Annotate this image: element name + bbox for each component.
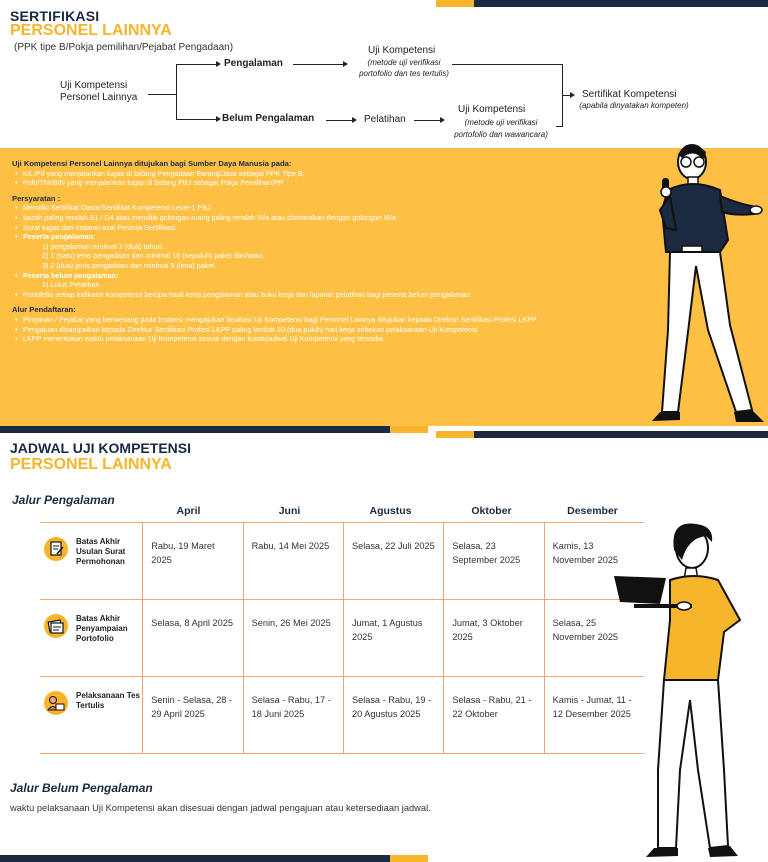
list-item: • Portofolio setiap indikator kompetensi berupa hasil kerja pengalaman atau buku kerja dan laporan pelatihan bagi peserta belum pengalaman <box>12 290 662 300</box>
top-accent-yellow <box>436 0 474 7</box>
table-cell: Selasa, 8 April 2025 <box>142 600 242 676</box>
man-with-microphone-illustration <box>648 140 768 430</box>
table-cell: Senin - Selasa, 28 - 29 April 2025 <box>142 677 242 753</box>
row-label <box>40 677 142 753</box>
flow-branch-experienced: Pengalaman <box>224 58 283 69</box>
table-cell: Selasa, 22 Juli 2025 <box>343 523 443 599</box>
list-subitem: 3) 2 (dua) jenis pengadaan dan minimal 5 (lima) paket. <box>42 260 217 270</box>
jalur-not-experienced-description: waktu pelaksanaan Uji Kompetensi akan disesuai dengan jadwal pengajuan atau ketersediaan jadwal. <box>10 803 431 813</box>
requirements-heading: Persyaratan : <box>12 193 61 203</box>
list-item: • K/L/Pd yang menjalankan tugas di bidang Pengadaan Barang/Jasa sebagai PPK Tipe B; <box>12 169 662 179</box>
divider-yellow <box>390 426 428 433</box>
jalur-experienced-heading: Jalur Pengalaman <box>12 493 115 507</box>
list-item: • Pengajuan disampaikan kepada Direktur Sertifikasi Profesi LKPP paling lambat 20 (dua puluh) hari kerja sebelum pelaksanaan Uji Kompetensi. <box>12 325 662 335</box>
requirements-list <box>12 203 662 299</box>
table-cell: Selasa - Rabu, 21 - 22 Oktober <box>443 677 543 753</box>
flow-uji-noexp-method-l1: (metode uji verifikasi <box>464 118 538 127</box>
flow-arrow <box>352 117 357 123</box>
table-cell: Rabu, 19 Maret 2025 <box>142 523 242 599</box>
flow-connector <box>148 94 176 95</box>
document-edit-icon <box>44 537 68 561</box>
flow-connector <box>176 119 216 120</box>
flow-connector <box>414 120 440 121</box>
page-subtitle: (PPK tipe B/Pokja pemilihan/Pejabat Pengadaan) <box>14 42 234 53</box>
document-stack-icon <box>44 614 68 638</box>
list-item: • Pimpinan / Pejabat yang berwenang pada Instansi mengajukan fasilitasi Uji Kompetensi bagi Personel Lainnya ditujukan kepada Direktur Sertifikasi Profesi LKPP <box>12 315 662 325</box>
flow-arrow <box>216 61 221 67</box>
divider-navy <box>474 431 768 438</box>
flow-connector <box>556 126 563 127</box>
woman-with-laptop-illustration <box>614 520 744 860</box>
flow-arrow <box>343 61 348 67</box>
schedule-title-line1: JADWAL UJI KOMPETENSI <box>10 440 191 456</box>
flow-connector <box>452 64 562 65</box>
flow-connector <box>176 64 216 65</box>
list-item-heading: • Peserta pengalaman: <box>12 232 662 242</box>
registration-list <box>12 315 662 344</box>
month-header: Oktober <box>471 505 512 517</box>
top-accent-navy <box>474 0 768 7</box>
list-item: • LKPP menentukan waktu pelaksanaan Uji Kompetensi sesuai dengan kuota/jadwal Uji Kompetensi yang tersedia. <box>12 334 662 344</box>
flow-result-note: (apabila dinyatakan kompeten) <box>579 101 689 110</box>
bottom-accent-yellow <box>390 855 428 862</box>
flow-branch-not-experienced: Belum Pengalaman <box>222 113 315 124</box>
bottom-accent-navy <box>0 855 390 862</box>
flow-connector <box>293 64 343 65</box>
flow-start-l2: Personel Lainnya <box>60 92 138 103</box>
flow-uji-exp-method-l1: (metode uji verifikasi <box>367 58 441 67</box>
month-header-row <box>138 505 644 517</box>
flow-uji-noexp-method-l2: portofolio dan wawancara) <box>454 130 548 139</box>
list-item: • Memiliki Sertifikat Dasar/Sertifikat Kompetensi Level-1 PBJ <box>12 203 662 213</box>
table-row <box>40 600 644 677</box>
flow-connector <box>326 120 352 121</box>
flow-pelatihan: Pelatihan <box>364 114 406 125</box>
table-cell: Selasa - Rabu, 17 - 18 Juni 2025 <box>243 677 343 753</box>
month-header: Agustus <box>369 505 412 517</box>
row-label-text: Batas Akhir Usulan Surat Permohonan <box>76 537 126 566</box>
month-header: Desember <box>567 505 618 517</box>
month-header: Juni <box>278 505 301 517</box>
schedule-title-line2: PERSONEL LAINNYA <box>10 456 172 473</box>
list-subitem: 1) Lulus Pelatihan <box>42 280 100 290</box>
table-cell: Kamis, 13 November 2025 <box>544 523 644 599</box>
table-cell: Rabu, 14 Mei 2025 <box>243 523 343 599</box>
flow-result: Sertifikat Kompetensi <box>582 89 677 100</box>
table-row <box>40 523 644 600</box>
table-cell: Senin, 26 Mei 2025 <box>243 600 343 676</box>
table-cell: Selasa, 23 September 2025 <box>443 523 543 599</box>
row-label-text: Batas Akhir Penyampaian Portofolio <box>76 614 128 643</box>
list-item: • Surat tugas dari instansi asal Peserta Sertifikasi <box>12 223 662 233</box>
jalur-not-experienced-heading: Jalur Belum Pengalaman <box>10 781 153 795</box>
flow-uji-noexp: Uji Kompetensi <box>458 104 526 115</box>
flow-uji-exp: Uji Kompetensi <box>368 45 436 56</box>
table-cell: Selasa, 25 November 2025 <box>544 600 644 676</box>
table-cell: Selasa - Rabu, 19 - 20 Agustus 2025 <box>343 677 443 753</box>
table-cell: Kamis - Jumat, 11 - 12 Desember 2025 <box>544 677 644 753</box>
flow-connector <box>562 95 570 96</box>
page-title-line1: SERTIFIKASI <box>10 8 100 24</box>
flow-arrow <box>216 116 221 122</box>
flow-uji-exp-method-l2: portofolio dan tes tertulis) <box>359 69 449 78</box>
row-label <box>40 600 142 676</box>
divider-navy <box>0 426 390 433</box>
month-header: April <box>176 505 201 517</box>
exam-icon <box>44 691 68 715</box>
flow-arrow <box>570 92 575 98</box>
flow-start-l1: Uji Kompetensi <box>60 80 128 91</box>
schedule-table <box>40 522 644 754</box>
table-row <box>40 677 644 754</box>
flow-connector <box>176 64 177 120</box>
list-item: • Ijazah paling rendah S1 / D4 atau memiliki golongan ruang paling rendah III/a atau disetarakan dengan golongan III/a <box>12 213 662 223</box>
table-cell: Jumat, 3 Oktober 2025 <box>443 600 543 676</box>
list-item: • Polri/TNI/BIN yang menjalankan tugas di bidang PBJ sebagai Pokja Pemilihan/PP. <box>12 178 662 188</box>
target-list <box>12 169 662 188</box>
table-cell: Jumat, 1 Agustus 2025 <box>343 600 443 676</box>
page-title-line2: PERSONEL LAINNYA <box>10 22 172 39</box>
row-label-text: Pelaksanaan Tes Tertulis <box>76 691 140 710</box>
list-subitem: 1) pengalaman minimal 2 (dua) tahun; <box>42 241 164 251</box>
list-subitem: 2) 1 (satu) jenis pengadaan dan minimal 10 (sepuluh) paket dan/atau; <box>42 251 264 261</box>
target-heading: Uji Kompetensi Personel Lainnya ditujukan bagi Sumber Daya Manusia pada: <box>12 159 292 168</box>
flow-arrow <box>440 117 445 123</box>
row-label <box>40 523 142 599</box>
registration-heading: Alur Pendaftaran: <box>12 305 76 315</box>
divider-yellow <box>436 431 474 438</box>
list-item-heading: • Peserta belum pengalaman: <box>12 271 662 281</box>
